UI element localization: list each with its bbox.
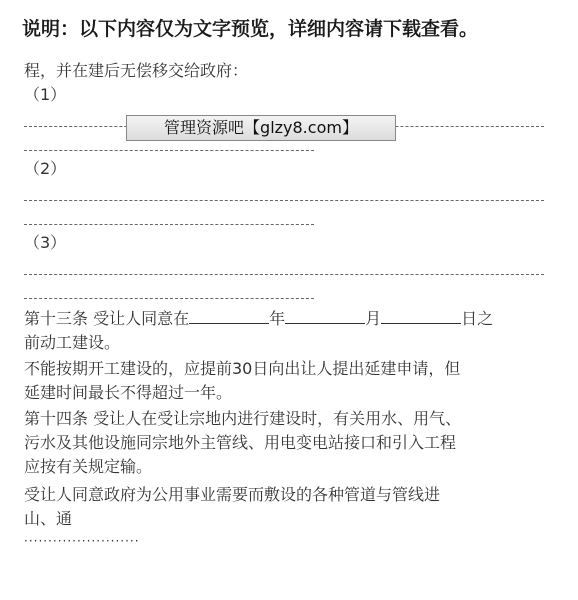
day-blank <box>381 309 461 324</box>
year-blank <box>189 309 269 324</box>
intro-line: 程，并在建后无偿移交给政府： <box>24 61 249 80</box>
item-2-blank-line-b <box>24 224 314 225</box>
article-13-line <box>24 308 493 330</box>
article-13-prefix: 第十三条 受让人同意在 <box>24 309 190 328</box>
item-3-label: （3） <box>24 233 67 252</box>
article-14-line-1: 第十四条 受让人在受让宗地内进行建设时，有关用水、用气、 <box>24 409 462 428</box>
item-3-blank-line-a <box>24 274 544 275</box>
day-label: 日之 <box>461 309 494 328</box>
item-2-label: （2） <box>24 159 67 178</box>
pipeline-paragraph-line-1: 受让人同意政府为公用事业需要而敷设的各种管道与管线进 <box>24 485 441 504</box>
preview-notice: 说明：以下内容仅为文字预览，详细内容请下载查看。 <box>22 18 479 40</box>
item-1-blank-line-b <box>24 150 314 151</box>
article-14-line-3: 应按有关规定输。 <box>24 457 153 476</box>
month-label: 月 <box>365 309 382 328</box>
year-label: 年 <box>269 309 286 328</box>
delay-paragraph-line-1: 不能按期开工建设的，应提前30日向出让人提出延建申请，但 <box>24 359 461 378</box>
pipeline-paragraph-line-2: 山、通 <box>24 509 73 528</box>
item-1-label: （1） <box>24 85 67 104</box>
truncation-ellipsis: ························ <box>24 534 140 548</box>
article-13-cont: 前动工建设。 <box>24 333 121 352</box>
delay-paragraph-line-2: 延建时间最长不得超过一年。 <box>24 383 233 402</box>
watermark-banner: 管理资源吧【glzy8.com】 <box>126 115 396 141</box>
item-3-blank-line-b <box>24 298 314 299</box>
article-14-line-2: 污水及其他设施同宗地外主管线、用电变电站接口和引入工程 <box>24 433 457 452</box>
item-2-blank-line-a <box>24 200 544 201</box>
month-blank <box>285 309 365 324</box>
